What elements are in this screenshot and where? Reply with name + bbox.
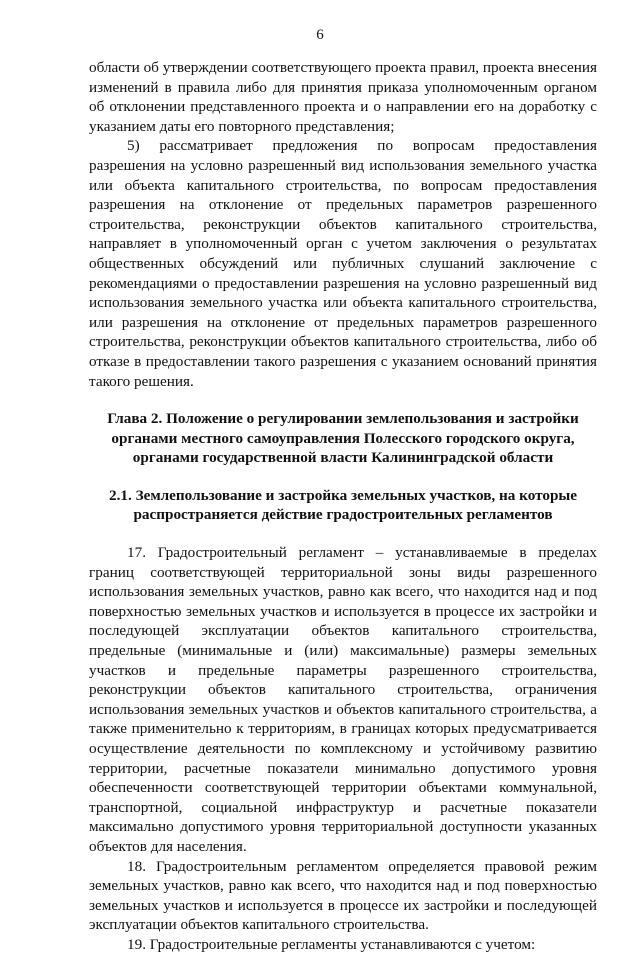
page-number: 6 bbox=[316, 27, 324, 43]
paragraph-continuation: области об утверждении соответствующего проекта правил, проекта внесения изменений в правила либо для принятия приказа уполномоченным органом об отклонении представленного проекта и о направлении его на доработку с указанием даты его повторного представления; bbox=[89, 59, 597, 135]
paragraph-18: 18. Градостроительным регламентом определяется правовой режим земельных участков, равно как всего, что находится над и под поверхностью земельных участков и используется в процессе их застройки и последующей эксплуатации объектов капитального строительства. bbox=[89, 857, 597, 934]
section-heading: 2.1. Землепользование и застройка земельных участков, на которые распространяется действие градостроительных регламентов bbox=[108, 486, 577, 524]
paragraph-17: 17. Градостроительный регламент – устанавливаемые в пределах границ соответствующей территориальной зоны виды разрешенного использования земельных участков, равно как всего, что находится над и под поверхностью земельных участков и используется в процессе их застройки и последующей эксплуатации объектов капитального строительства, предельные (минимальные и (или) максимальные) размеры земельных участков и предельные параметры разрешенного строительства, реконструкции объектов капитального строительства, ограничения использования земельных участков и объектов капитального строительства, а также применительно к территориям, в границах которых предусматривается осуществление деятельности по комплексному и устойчивому развитию территории, расчетные показатели минимально допустимого уровня обеспеченности соответствующей территории объектами коммунальной, транспортной, социальной инфраструктур и расчетные показатели максимально допустимого уровня территориальной доступности указанных объектов для населения. bbox=[89, 544, 597, 855]
spacer bbox=[89, 391, 597, 409]
paragraph-item-5: 5) рассматривает предложения по вопросам предоставления разрешения на условно разрешенный вид использования земельного участка или объекта капитального строительства, по вопросам предоставления разрешения на отклонение от предельных параметров разрешенного строительства, реконструкции объектов капитального строительства, направляет в уполномоченный орган с учетом заключения о результатах общественных обсуждений или публичных слушаний заключение с рекомендациями о предоставлении разрешения на условно разрешенный вид использования земельного участка или объекта капитального строительства, или разрешения на отклонение от предельных параметров разрешенного строительства, реконструкции объектов капитального строительства, либо об отказе в предоставлении такого разрешения с указанием оснований принятия такого решения. bbox=[89, 137, 597, 390]
chapter-heading: Глава 2. Положение о регулировании землепользования и застройки органами местного самоуправления Полесского городского округа, органами государственной власти Калининградской области bbox=[107, 410, 579, 467]
spacer bbox=[89, 468, 597, 486]
paragraph-19: 19. Градостроительные регламенты устанавливаются с учетом: bbox=[127, 935, 536, 953]
spacer bbox=[89, 525, 597, 543]
document-body bbox=[89, 58, 597, 955]
